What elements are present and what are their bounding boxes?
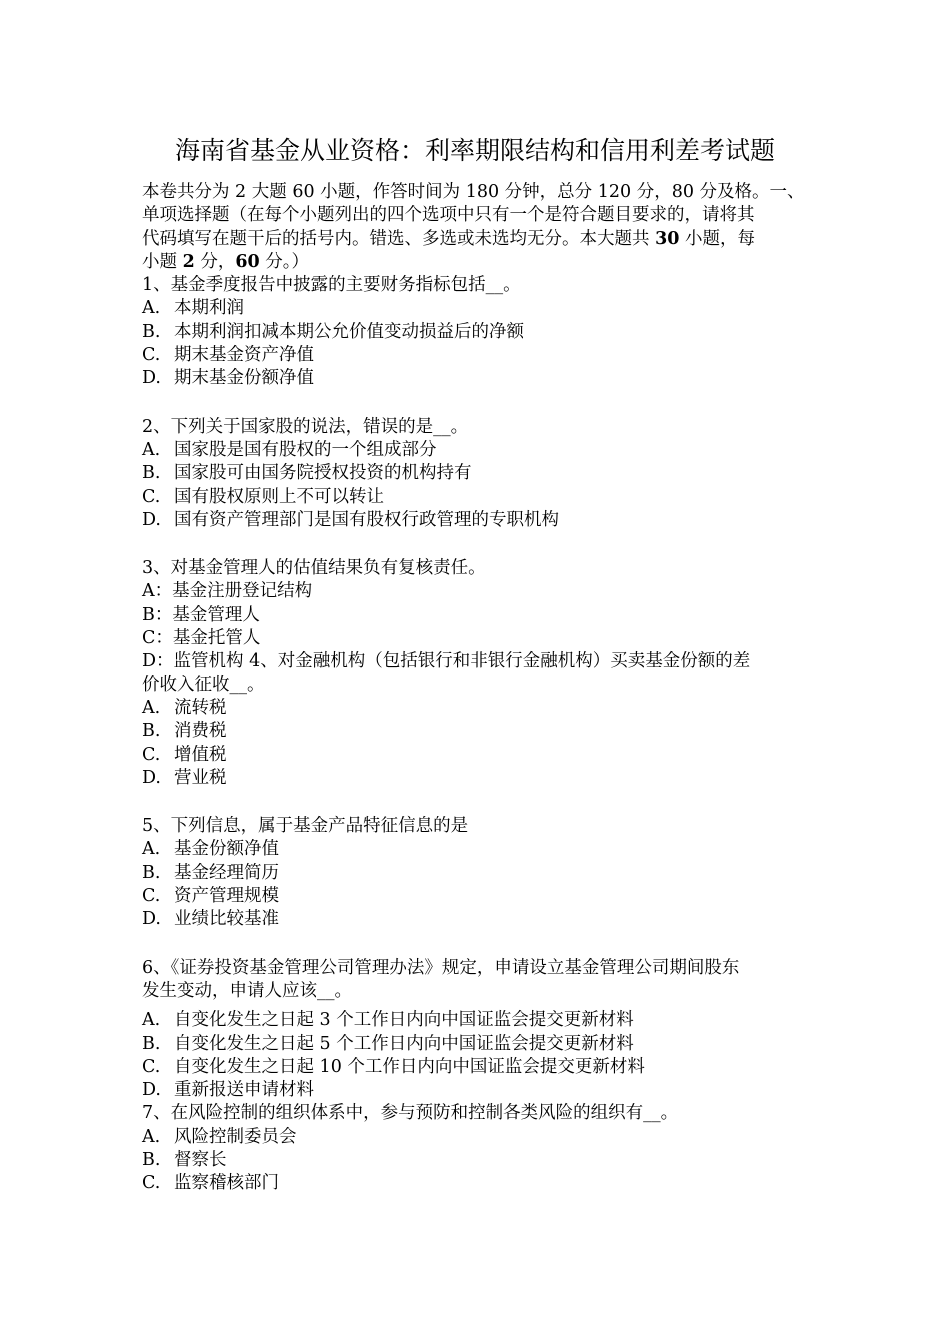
spacer <box>142 790 812 815</box>
option-item <box>142 838 812 861</box>
option-item <box>142 509 812 532</box>
option-item <box>142 1149 812 1172</box>
option-letter: C. <box>142 1056 161 1077</box>
question-stem: 2、下列关于国家股的说法，错误的是__。 <box>142 416 469 437</box>
option-text: 基金份额净值 <box>174 839 279 860</box>
option-text: 重新报送申请材料 <box>174 1080 314 1101</box>
document-body <box>142 181 812 1196</box>
option-letter: C. <box>142 886 161 907</box>
option-item <box>142 720 812 743</box>
option-item <box>142 1126 812 1149</box>
option-letter: B. <box>142 721 161 742</box>
option-text: 督察长 <box>174 1149 227 1170</box>
option-letter: C. <box>142 1173 161 1194</box>
option-item <box>142 697 812 720</box>
option-item <box>142 885 812 908</box>
option-text: 监察稽核部门 <box>174 1173 279 1194</box>
option-text: 资产管理规模 <box>174 886 279 907</box>
option-text: 消费税 <box>174 721 227 742</box>
option-item <box>142 367 812 390</box>
option-letter: B. <box>142 1033 161 1054</box>
option-letter: C. <box>142 345 161 366</box>
option-text: 营业税 <box>174 767 227 788</box>
option-item <box>142 297 812 320</box>
intro-line <box>142 228 812 251</box>
option-text: 风险控制委员会 <box>174 1126 297 1147</box>
option-letter: A. <box>142 1010 161 1031</box>
option-letter: A. <box>142 1126 161 1147</box>
option-item: A：基金注册登记结构 <box>142 581 313 602</box>
option-text: 本期利润扣减本期公允价值变动损益后的净额 <box>174 321 524 342</box>
option-text: 自变化发生之日起 10 个工作日内向中国证监会提交更新材料 <box>174 1056 645 1077</box>
option-letter: A. <box>142 839 161 860</box>
option-item <box>142 767 812 790</box>
option-text: 基金经理简历 <box>174 862 279 883</box>
question-stem: 发生变动，申请人应该__。 <box>142 980 352 1001</box>
option-text: 国家股可由国务院授权投资的机构持有 <box>174 463 472 484</box>
intro-line: 单项选择题（在每个小题列出的四个选项中只有一个是符合题目要求的，请将其 <box>142 205 755 226</box>
option-letter: D. <box>142 909 161 930</box>
intro-text: 代码填写在题干后的括号内。错选、多选或未选均无分。本大题共 <box>142 228 656 249</box>
option-text: 国有资产管理部门是国有股权行政管理的专职机构 <box>174 509 559 530</box>
option-item <box>142 321 812 344</box>
question-stem: 3、对基金管理人的估值结果负有复核责任。 <box>142 558 486 579</box>
question-stem: 5、下列信息，属于基金产品特征信息的是 <box>142 816 469 837</box>
option-text: 期末基金资产净值 <box>174 345 314 366</box>
option-item: B：基金管理人 <box>142 604 260 625</box>
question-stem: 7、在风险控制的组织体系中，参与预防和控制各类风险的组织有__。 <box>142 1103 679 1124</box>
option-letter: D. <box>142 368 161 389</box>
option-letter: D. <box>142 1080 161 1101</box>
question-stem: 1、基金季度报告中披露的主要财务指标包括__。 <box>142 275 521 296</box>
option-letter: A. <box>142 298 161 319</box>
question-stem: 6、《证券投资基金管理公司管理办法》规定，申请设立基金管理公司期间股东 <box>142 957 740 978</box>
option-letter: D. <box>142 767 161 788</box>
option-item <box>142 462 812 485</box>
option-text: 业绩比较基准 <box>174 909 279 930</box>
spacer <box>142 391 812 416</box>
option-text: 自变化发生之日起 3 个工作日内向中国证监会提交更新材料 <box>174 1010 634 1031</box>
option-item <box>142 1033 812 1056</box>
option-text: 国家股是国有股权的一个组成部分 <box>174 439 437 460</box>
intro-text: 分， <box>194 251 236 272</box>
intro-bold-number: 30 <box>655 228 680 249</box>
spacer <box>142 932 812 957</box>
question-stem: 价收入征收__。 <box>142 674 265 695</box>
option-item <box>142 1079 812 1102</box>
page-title: 海南省基金从业资格：利率期限结构和信用利差考试题 <box>174 136 775 165</box>
option-letter: B. <box>142 463 161 484</box>
option-item: D：监管机构 4、对金融机构（包括银行和非银行金融机构）买卖基金份额的差 <box>142 651 751 672</box>
option-item <box>142 439 812 462</box>
option-text: 期末基金份额净值 <box>174 368 314 389</box>
option-letter: C. <box>142 486 161 507</box>
intro-line: 本卷共分为 2 大题 60 小题，作答时间为 180 分钟，总分 120 分，80 分及格。一、 <box>142 182 805 202</box>
option-letter: B. <box>142 321 161 342</box>
option-item <box>142 344 812 367</box>
option-letter: A. <box>142 697 161 718</box>
spacer <box>142 532 812 557</box>
option-item <box>142 1056 812 1079</box>
option-text: 增值税 <box>174 744 227 765</box>
option-letter: A. <box>142 439 161 460</box>
option-item <box>142 486 812 509</box>
option-text: 流转税 <box>174 697 227 718</box>
option-item <box>142 862 812 885</box>
option-text: 本期利润 <box>174 298 244 319</box>
intro-bold-number: 60 <box>235 251 260 272</box>
intro-line <box>142 251 812 274</box>
option-letter: B. <box>142 862 161 883</box>
option-item: C：基金托管人 <box>142 628 261 649</box>
option-item <box>142 908 812 931</box>
intro-bold-number: 2 <box>182 251 195 272</box>
option-text: 国有股权原则上不可以转让 <box>174 486 384 507</box>
intro-text: 分。） <box>259 251 310 272</box>
option-item <box>142 744 812 767</box>
option-item <box>142 1009 812 1032</box>
option-letter: D. <box>142 509 161 530</box>
option-text: 自变化发生之日起 5 个工作日内向中国证监会提交更新材料 <box>174 1033 634 1054</box>
option-letter: C. <box>142 744 161 765</box>
intro-text: 小题，每 <box>679 228 755 249</box>
option-letter: B. <box>142 1149 161 1170</box>
option-item <box>142 1172 812 1195</box>
intro-text: 小题 <box>142 251 183 272</box>
